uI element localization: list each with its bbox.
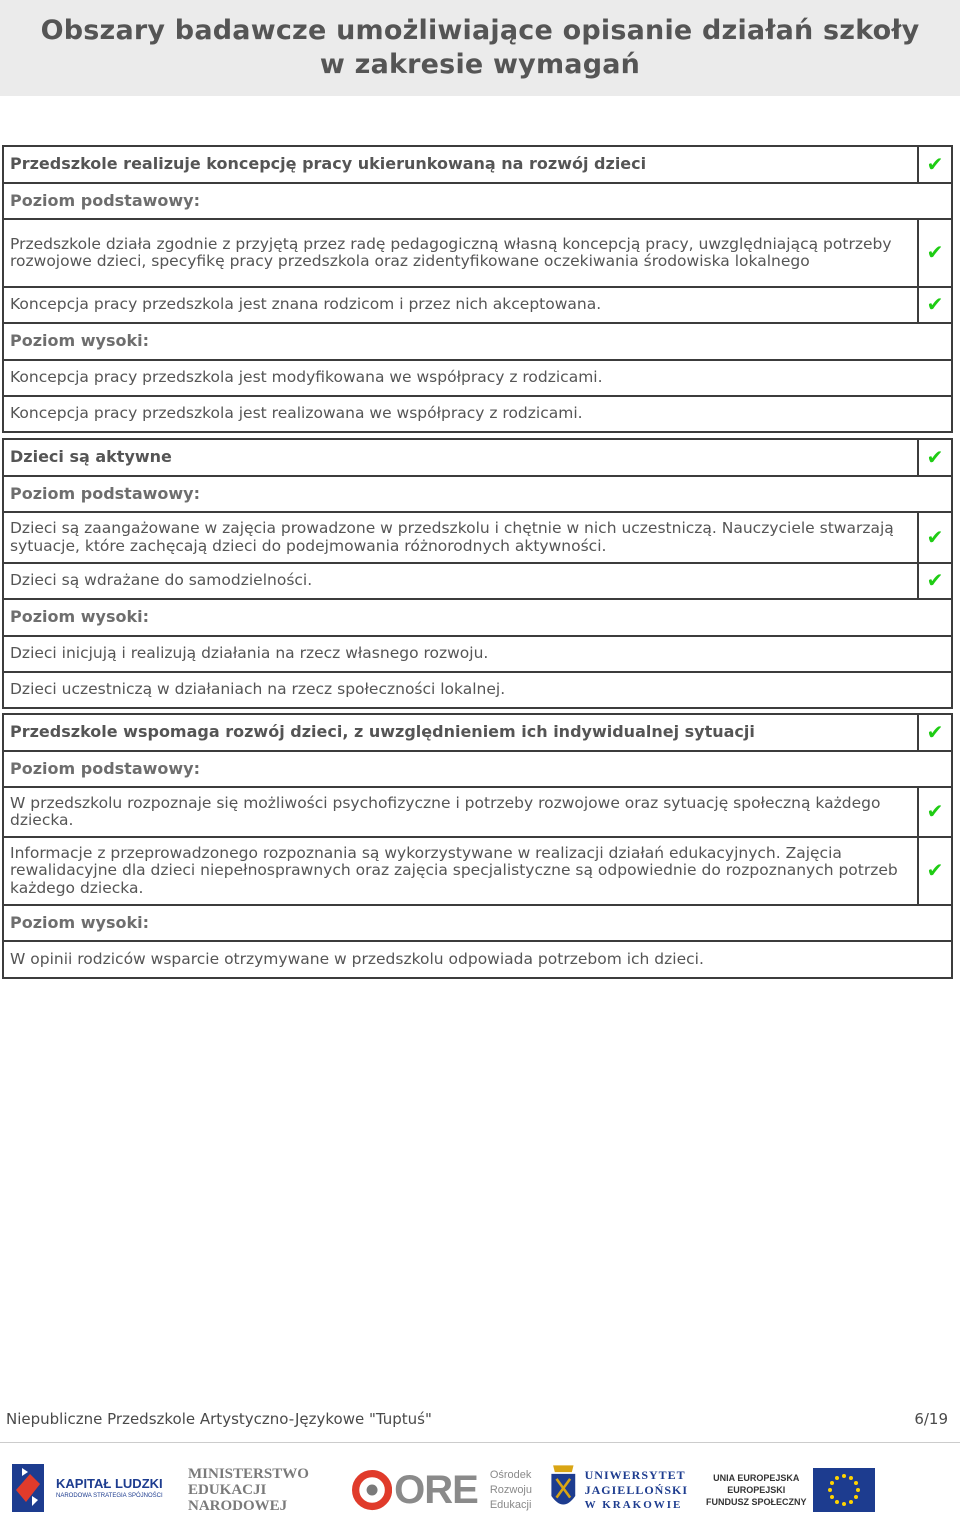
requirement-row xyxy=(3,563,952,599)
level-label-high: Poziom wysoki: xyxy=(3,599,952,636)
check-icon: ✔ xyxy=(918,714,952,751)
section-heading-row xyxy=(3,146,952,183)
men-logo: MINISTERSTWO EDUKACJI NARODOWEJ xyxy=(188,1466,309,1514)
section-heading: Przedszkole realizuje koncepcję pracy ukierunkowaną na rozwój dzieci xyxy=(3,146,918,183)
requirements-table xyxy=(2,438,953,709)
level-row xyxy=(3,905,952,941)
level-label-basic: Poziom podstawowy: xyxy=(3,751,952,787)
section-heading: Dzieci są aktywne xyxy=(3,439,918,476)
requirement-row xyxy=(3,512,952,563)
requirement-text: Dzieci są wdrażane do samodzielności. xyxy=(3,563,918,599)
check-icon: ✔ xyxy=(918,146,952,183)
requirement-row xyxy=(3,219,952,287)
requirement-row xyxy=(3,941,952,978)
level-row xyxy=(3,599,952,636)
check-icon: ✔ xyxy=(918,837,952,905)
requirement-row xyxy=(3,636,952,672)
level-label-high: Poziom wysoki: xyxy=(3,323,952,360)
level-row xyxy=(3,183,952,219)
requirement-text: Przedszkole działa zgodnie z przyjętą przez radę pedagogiczną własną koncepcją pracy, uwzględniającą potrzeby rozwojowe dzieci, specyfikę pracy przedszkola oraz zidentyfikowane oczekiwania środowiska lokalnego xyxy=(3,219,918,287)
level-label-basic: Poziom podstawowy: xyxy=(3,183,952,219)
page-title-bar xyxy=(0,0,960,96)
requirements-table xyxy=(2,713,953,979)
requirement-text: W opinii rodziców wsparcie otrzymywane w przedszkolu odpowiada potrzebom ich dzieci. xyxy=(3,941,952,978)
requirement-text: Koncepcja pracy przedszkola jest realizowana we współpracy z rodzicami. xyxy=(3,396,952,432)
logos-strip xyxy=(0,1452,960,1528)
level-row xyxy=(3,323,952,360)
uj-logo: UNIWERSYTET JAGIELLOŃSKI W KRAKOWIE xyxy=(548,1452,688,1528)
requirement-row xyxy=(3,287,952,323)
requirements-table xyxy=(2,145,953,433)
check-icon: ✔ xyxy=(918,287,952,323)
level-row xyxy=(3,476,952,512)
requirement-text: W przedszkolu rozpoznaje się możliwości psychofizyczne i potrzeby rozwojowe oraz sytuację społeczną każdego dziecka. xyxy=(3,787,918,837)
uj-crest-icon xyxy=(548,1459,579,1521)
page-number: 6/19 xyxy=(914,1410,948,1428)
requirement-row xyxy=(3,360,952,396)
requirement-row xyxy=(3,396,952,432)
section-heading: Przedszkole wspomaga rozwój dzieci, z uwzględnieniem ich indywidualnej sytuacji xyxy=(3,714,918,751)
page-title xyxy=(41,14,920,82)
requirement-text: Koncepcja pracy przedszkola jest modyfikowana we współpracy z rodzicami. xyxy=(3,360,952,396)
ue-logo: UNIA EUROPEJSKA EUROPEJSKI FUNDUSZ SPOŁECZNY xyxy=(706,1452,876,1528)
requirement-text: Informacje z przeprowadzonego rozpoznania są wykorzystywane w realizacji działań edukacyjnych. Zajęcia rewalidacyjne dla dzieci niepełnosprawnych oraz zajęcia specjalistyczne są odpowiednie do rozpoznanych potrzeb każdego dziecka. xyxy=(3,837,918,905)
ore-emblem-icon xyxy=(352,1468,392,1512)
footer-institution: Niepubliczne Przedszkole Artystyczno-Językowe "Tuptuś" xyxy=(6,1410,432,1428)
check-icon: ✔ xyxy=(918,787,952,837)
level-row xyxy=(3,751,952,787)
requirement-text: Dzieci są zaangażowane w zajęcia prowadzone w przedszkolu i chętnie w nich uczestniczą. Nauczyciele stwarzają sytuacje, które zachęcają dzieci do podejmowania różnorodnych aktywności. xyxy=(3,512,918,563)
requirement-text: Dzieci uczestniczą w działaniach na rzecz społeczności lokalnej. xyxy=(3,672,952,708)
level-label-high: Poziom wysoki: xyxy=(3,905,952,941)
level-label-basic: Poziom podstawowy: xyxy=(3,476,952,512)
footer-divider xyxy=(0,1442,960,1443)
check-icon: ✔ xyxy=(918,439,952,476)
kapital-ludzki-logo: KAPITAŁ LUDZKI NARODOWA STRATEGIA SPÓJNOŚCI xyxy=(8,1452,178,1528)
kapital-ludzki-emblem-icon xyxy=(8,1460,48,1520)
section-heading-row xyxy=(3,714,952,751)
check-icon: ✔ xyxy=(918,512,952,563)
section-heading-row xyxy=(3,439,952,476)
page-footer xyxy=(6,1410,948,1428)
section-koncepcja-pracy xyxy=(2,145,953,433)
eu-flag-icon xyxy=(813,1468,875,1512)
requirement-text: Koncepcja pracy przedszkola jest znana rodzicom i przez nich akceptowana. xyxy=(3,287,918,323)
ore-logo: ORE Ośrodek Rozwoju Edukacji xyxy=(352,1452,532,1528)
page-title-line1: Obszary badawcze umożliwiające opisanie działań szkoły xyxy=(40,15,920,46)
requirement-row xyxy=(3,787,952,837)
requirement-row xyxy=(3,672,952,708)
requirement-text: Dzieci inicjują i realizują działania na rzecz własnego rozwoju. xyxy=(3,636,952,672)
section-dzieci-aktywne xyxy=(2,438,953,709)
check-icon: ✔ xyxy=(918,219,952,287)
requirement-row xyxy=(3,837,952,905)
page-title-line2: w zakresie wymagań xyxy=(319,49,641,80)
check-icon: ✔ xyxy=(918,563,952,599)
section-wspomaganie-rozwoju xyxy=(2,713,953,979)
